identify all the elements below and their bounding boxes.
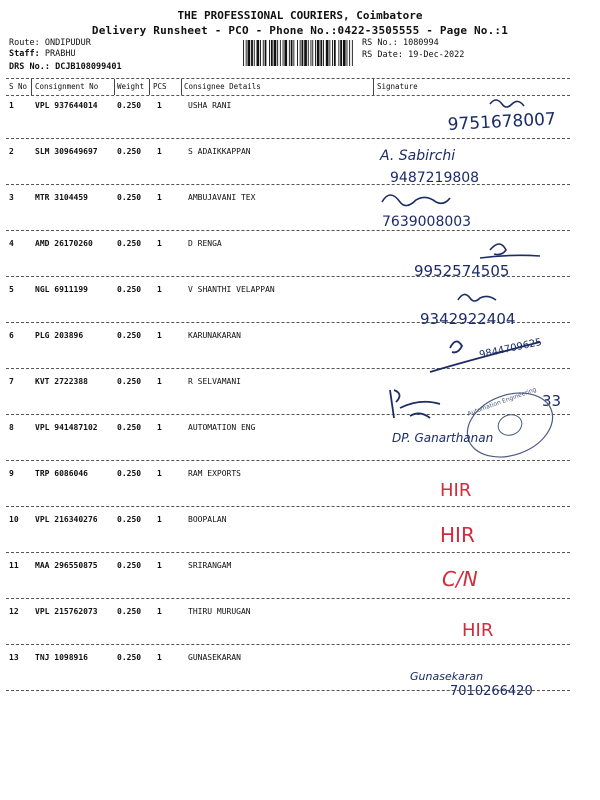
row-serial-number: 3 (9, 193, 14, 202)
row-pcs: 1 (157, 147, 162, 156)
col-divider (149, 79, 150, 95)
barcode-bar (334, 40, 336, 66)
row-consignee-name: USHA RANI (188, 101, 232, 110)
barcode-bar (263, 40, 264, 66)
row-weight: 0.250 (117, 101, 142, 110)
row-serial-number: 8 (9, 423, 14, 432)
barcode-bar (312, 40, 313, 66)
row-weight: 0.250 (117, 469, 142, 478)
barcode-bar (260, 40, 261, 66)
row13-phone-handwritten: 7010266420 (450, 684, 533, 699)
row6-phone-handwritten: 9844709625 (478, 336, 543, 361)
row-consignee-name: GUNASEKARAN (188, 653, 241, 662)
barcode-bar (297, 40, 298, 66)
row-pcs: 1 (157, 331, 162, 340)
row-weight: 0.250 (117, 285, 142, 294)
col-header-weight: Weight (117, 82, 145, 91)
row-pcs: 1 (157, 469, 162, 478)
barcode-bar (352, 40, 353, 66)
col-header-signature: Signature (377, 82, 418, 91)
row-pcs: 1 (157, 561, 162, 570)
barcode-bar (340, 40, 342, 66)
stamp-text: Automation Engineering (466, 386, 538, 418)
row-consignee-name: AMBUJAVANI TEX (188, 193, 256, 202)
row-consignee-name: S ADAIKKAPPAN (188, 147, 251, 156)
row-consignment-number: VPL 941487102 (35, 423, 98, 432)
rs-no-value: 1080994 (402, 38, 439, 48)
col-header-consignee: Consignee Details (184, 82, 261, 91)
barcode-bar (254, 40, 255, 66)
barcode-bar (246, 40, 247, 66)
signature-scribble (390, 390, 440, 418)
rs-date-info (362, 50, 464, 60)
row-consignee-name: D RENGA (188, 239, 222, 248)
row2-phone-handwritten: 9487219808 (390, 170, 480, 186)
row-serial-number: 10 (9, 515, 19, 524)
barcode-bar (248, 40, 251, 66)
runsheet-subtitle: Delivery Runsheet - PCO - Phone No.:0422-3505555 - Page No.:1 (91, 24, 509, 37)
row-weight: 0.250 (117, 147, 142, 156)
rs-date-label: RS Date: (362, 50, 403, 60)
row-serial-number: 6 (9, 331, 14, 340)
col-header-consignment: Consignment No (35, 82, 99, 91)
barcode-image (243, 40, 353, 66)
row-consignment-number: SLM 309649697 (35, 147, 98, 156)
row-consignment-number: KVT 2722388 (35, 377, 88, 386)
barcode-bar (293, 40, 294, 66)
barcode-bar (315, 40, 316, 66)
col-divider (181, 79, 182, 95)
barcode-bar (300, 40, 301, 66)
route-value: ONDIPUDUR (44, 38, 91, 48)
row-consignment-number: MAA 296550875 (35, 561, 98, 570)
row-weight: 0.250 (117, 331, 142, 340)
barcode-bar (257, 40, 260, 66)
row-serial-number: 5 (9, 285, 14, 294)
barcode-bar (304, 40, 307, 66)
row-pcs: 1 (157, 377, 162, 386)
row-consignee-name: KARUNAKARAN (188, 331, 241, 340)
row-pcs: 1 (157, 515, 162, 524)
staff-info (9, 49, 76, 59)
row-serial-number: 7 (9, 377, 14, 386)
row-pcs: 1 (157, 607, 162, 616)
row-consignment-number: TNJ 1098916 (35, 653, 88, 662)
rs-date-value: 19-Dec-2022 (408, 50, 465, 60)
barcode-bar (277, 40, 278, 66)
barcode-bar (311, 40, 312, 66)
col-divider (114, 79, 115, 95)
row-consignment-number: VPL 937644014 (35, 101, 98, 110)
barcode-bar (284, 40, 287, 66)
row-pcs: 1 (157, 285, 162, 294)
row12-status-handwritten: HIR (462, 620, 494, 641)
barcode-bar (308, 40, 309, 66)
row-weight: 0.250 (117, 423, 142, 432)
row-consignment-number: AMD 26170260 (35, 239, 93, 248)
row-consignment-number: NGL 6911199 (35, 285, 88, 294)
barcode-bar (338, 40, 339, 66)
staff-value: PRABHU (44, 49, 76, 59)
row-serial-number: 9 (9, 469, 14, 478)
row-pcs: 1 (157, 193, 162, 202)
col-header-pcs: PCS (153, 82, 167, 91)
row-consignee-name: R SELVAMANI (188, 377, 241, 386)
signatures-layer (370, 90, 590, 710)
barcode-bar (320, 40, 322, 66)
row-serial-number: 4 (9, 239, 14, 248)
barcode-bar (326, 40, 329, 66)
barcode-bar (291, 40, 293, 66)
row9-status-handwritten: HIR (440, 480, 472, 501)
barcode-bar (283, 40, 284, 66)
barcode-bar (349, 40, 350, 66)
row7-phone-handwritten: 33 (542, 392, 562, 410)
row-serial-number: 13 (9, 653, 19, 662)
row-weight: 0.250 (117, 561, 142, 570)
barcode-bar (347, 40, 348, 66)
barcode-bar (280, 40, 281, 66)
barcode-bar (274, 40, 277, 66)
row-serial-number: 12 (9, 607, 19, 616)
drs-label: DRS No.: (9, 62, 50, 72)
route-info (9, 38, 91, 48)
row-pcs: 1 (157, 653, 162, 662)
barcode-bar (323, 40, 324, 66)
row1-phone-handwritten: 9751678007 (447, 109, 557, 135)
row-pcs: 1 (157, 239, 162, 248)
row-pcs: 1 (157, 101, 162, 110)
row-consignment-number: VPL 215762073 (35, 607, 98, 616)
barcode-bar (243, 40, 244, 66)
barcode-bar (271, 40, 273, 66)
signature-scribble (490, 100, 524, 107)
runsheet-title: THE PROFESSIONAL COURIERS, Coimbatore (177, 9, 423, 22)
header-top-rule (6, 78, 570, 79)
signature-scribble (382, 195, 450, 206)
row-consignment-number: VPL 216340276 (35, 515, 98, 524)
barcode-bar (269, 40, 270, 66)
row-weight: 0.250 (117, 377, 142, 386)
barcode-bar (302, 40, 304, 66)
row3-phone-handwritten: 7639008003 (382, 214, 472, 230)
row-consignment-number: PLG 203896 (35, 331, 84, 340)
barcode-bar (265, 40, 267, 66)
rs-no-label: RS No.: (362, 38, 398, 48)
row8-name-handwritten: DP. Ganarthanan (392, 431, 494, 445)
row-weight: 0.250 (117, 607, 142, 616)
row-consignee-name: RAM EXPORTS (188, 469, 241, 478)
row-consignment-number: MTR 3104459 (35, 193, 88, 202)
row-pcs: 1 (157, 423, 162, 432)
route-label: Route: (9, 38, 40, 48)
barcode-bar (289, 40, 290, 66)
staff-label: Staff: (9, 49, 40, 59)
row5-phone-handwritten: 9342922404 (420, 310, 516, 328)
row-weight: 0.250 (117, 653, 142, 662)
rs-no-info (362, 38, 439, 48)
row-serial-number: 2 (9, 147, 14, 156)
col-divider (31, 79, 32, 95)
row-weight: 0.250 (117, 515, 142, 524)
row-consignment-number: TRP 6086046 (35, 469, 88, 478)
row-consignee-name: SRIRANGAM (188, 561, 232, 570)
row-consignee-name: V SHANTHI VELAPPAN (188, 285, 275, 294)
row-serial-number: 11 (9, 561, 19, 570)
signature-scribble (480, 244, 540, 258)
row-weight: 0.250 (117, 239, 142, 248)
signature-scribble (458, 294, 496, 301)
row2-name-handwritten: A. Sabirchi (380, 148, 456, 164)
col-header-sno: S No (9, 82, 28, 91)
drs-info (9, 62, 122, 72)
barcode-bar (343, 40, 346, 66)
row-consignee-name: BOOPALAN (188, 515, 227, 524)
barcode-bar (329, 40, 330, 66)
row-serial-number: 1 (9, 101, 14, 110)
barcode-bar (251, 40, 253, 66)
row11-status-handwritten: C/N (442, 567, 478, 591)
row10-status-handwritten: HIR (440, 523, 475, 547)
row-weight: 0.250 (117, 193, 142, 202)
row-consignee-name: AUTOMATION ENG (188, 423, 256, 432)
barcode-bar (317, 40, 320, 66)
row13-name-handwritten: Gunasekaran (410, 670, 484, 683)
drs-value: DCJB108099401 (55, 62, 122, 72)
barcode-bar (332, 40, 333, 66)
row4-phone-handwritten: 9952574505 (414, 262, 510, 280)
row-consignee-name: THIRU MURUGAN (188, 607, 251, 616)
